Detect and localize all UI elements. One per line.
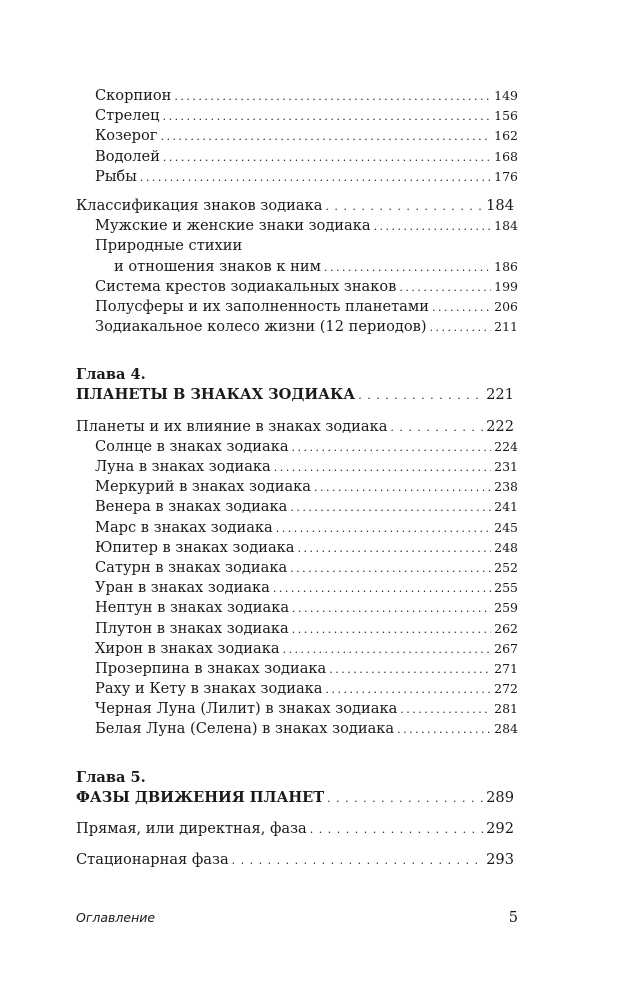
- toc-entry-rahu-ketu[interactable]: [76, 679, 518, 699]
- toc-entry-moon[interactable]: [76, 457, 518, 477]
- toc-chapter-4[interactable]: [76, 385, 518, 405]
- toc-page-number: 262: [494, 620, 518, 636]
- toc-page-number: 267: [494, 640, 518, 656]
- toc-entry-uranus[interactable]: [76, 578, 518, 598]
- toc-page-number: 186: [494, 258, 518, 274]
- toc-entry-title: Раху и Кету в знаках зодиака: [95, 680, 323, 698]
- toc-entry-sagittarius[interactable]: [76, 106, 518, 126]
- toc-entry-title: Скорпион: [95, 87, 172, 104]
- toc-entry-elements-line1[interactable]: Природные стихии: [95, 237, 243, 255]
- toc-page-number: 272: [494, 681, 518, 697]
- toc-page-number: 149: [494, 88, 518, 103]
- dot-leader: [160, 126, 491, 147]
- dot-leader: [290, 558, 491, 579]
- toc-entry-pisces[interactable]: [76, 167, 518, 187]
- toc-page-number: 231: [494, 459, 518, 474]
- dot-leader: [163, 106, 492, 127]
- chapter-title: ФАЗЫ ДВИЖЕНИЯ ПЛАНЕТ: [76, 788, 325, 806]
- toc-page-number: 259: [494, 600, 518, 616]
- toc-entry-saturn[interactable]: [76, 558, 518, 578]
- toc-entry-crosses[interactable]: [76, 277, 518, 297]
- toc-entry-sun[interactable]: [76, 437, 518, 457]
- page-number: 5: [508, 909, 518, 926]
- toc-section-title: Планеты и их влияние в знаках зодиака: [76, 417, 388, 435]
- toc-entry-title: Меркурий в знаках зодиака: [95, 478, 311, 496]
- toc-entry-title: Солнце в знаках зодиака: [95, 437, 289, 455]
- toc-page-number: 284: [494, 721, 518, 737]
- dot-leader: [283, 639, 492, 660]
- dot-leader: [329, 659, 491, 680]
- toc-entry-scorpio[interactable]: [76, 86, 518, 106]
- toc-entry-title: Мужские и женские знаки зодиака: [95, 217, 371, 235]
- dot-leader: [292, 437, 492, 458]
- toc-page-number: 252: [494, 559, 518, 575]
- chapter-title: ПЛАНЕТЫ В ЗНАКАХ ЗОДИАКА: [76, 386, 356, 404]
- chapter-5-label: Глава 5.: [76, 768, 146, 786]
- toc-entry-title: Зодиакальное колесо жизни (12 периодов): [95, 318, 427, 336]
- dot-leader: [290, 497, 491, 518]
- toc-page-number: 211: [494, 319, 518, 335]
- toc-page-number: 293: [486, 851, 514, 869]
- toc-page-number: 241: [494, 499, 518, 515]
- toc-entry-title: Водолей: [95, 147, 160, 165]
- toc-section-classification[interactable]: [76, 196, 518, 216]
- toc-entry-title: Уран в знаках зодиака: [95, 579, 270, 597]
- toc-entry-title: Козерог: [95, 127, 158, 145]
- dot-leader: [292, 598, 491, 619]
- toc-section-title: Стационарная фаза: [76, 851, 229, 869]
- toc-section-title: Классификация знаков зодиака: [76, 196, 323, 214]
- toc-section-stationary-phase[interactable]: [76, 850, 518, 870]
- page-footer: [76, 909, 518, 926]
- toc-entry-title: Плутон в знаках зодиака: [95, 619, 289, 637]
- dot-leader: [430, 317, 492, 338]
- toc-page-number: 222: [486, 417, 514, 435]
- toc-entry-chiron[interactable]: [76, 639, 518, 659]
- toc-entry-title: Луна в знаках зодиака: [95, 458, 271, 475]
- toc-page-number: 248: [494, 539, 518, 555]
- toc-entry-white-moon[interactable]: [76, 719, 518, 739]
- toc-chapter-5[interactable]: [76, 788, 518, 808]
- toc-entry-jupiter[interactable]: [76, 538, 518, 558]
- toc-entry-title: Черная Луна (Лилит) в знаках зодиака: [95, 700, 398, 718]
- toc-entry-mars[interactable]: [76, 518, 518, 538]
- dot-leader: [232, 850, 483, 871]
- toc-entry-title: Рыбы: [95, 167, 137, 185]
- toc-page-number: 206: [494, 298, 518, 314]
- dot-leader: [140, 167, 491, 188]
- toc-entry-hemispheres[interactable]: [76, 297, 518, 317]
- toc-page-number: 292: [486, 820, 514, 837]
- toc-page-number: 221: [486, 386, 514, 404]
- toc-entry-title: и отношения знаков к ним: [114, 257, 321, 275]
- toc-entry-title: Полусферы и их заполненность планетами: [95, 297, 429, 315]
- toc-page-number: 281: [494, 701, 518, 717]
- dot-leader: [358, 385, 483, 406]
- toc-entry-title: Стрелец: [95, 107, 160, 125]
- dot-leader: [174, 86, 491, 107]
- toc-entry-capricorn[interactable]: [76, 126, 518, 146]
- dot-leader: [326, 679, 492, 700]
- running-footer-section: Оглавление: [76, 910, 156, 925]
- toc-page-number: 224: [494, 438, 518, 454]
- toc-entry-title: Сатурн в знаках зодиака: [95, 558, 288, 576]
- dot-leader: [399, 277, 491, 298]
- dot-leader: [397, 719, 491, 740]
- dot-leader: [390, 417, 483, 438]
- toc-entry-neptune[interactable]: [76, 598, 518, 618]
- dot-leader: [374, 216, 492, 237]
- toc-entry-elements-line2[interactable]: [76, 257, 518, 277]
- dot-leader: [314, 477, 491, 498]
- toc-entry-black-moon[interactable]: [76, 699, 518, 719]
- toc-entry-venus[interactable]: [76, 497, 518, 517]
- toc-section-title: Прямая, или директная, фаза: [76, 820, 307, 837]
- dot-leader: [400, 699, 491, 720]
- dot-leader: [297, 538, 491, 559]
- toc-entry-proserpina[interactable]: [76, 659, 518, 679]
- dot-leader: [163, 147, 491, 168]
- toc-page-number: 289: [486, 788, 514, 806]
- dot-leader: [432, 297, 491, 318]
- toc-page-number: 184: [486, 196, 514, 214]
- toc-page-number: 156: [494, 108, 518, 124]
- dot-leader: [324, 257, 491, 278]
- toc-page-number: 162: [494, 128, 518, 144]
- dot-leader: [276, 518, 491, 539]
- toc-entry-title: Прозерпина в знаках зодиака: [95, 659, 327, 677]
- dot-leader: [327, 788, 483, 809]
- toc-page-number: 271: [494, 660, 518, 676]
- toc-page-number: 199: [494, 278, 518, 294]
- toc-entry-title: Белая Луна (Селена) в знаках зодиака: [95, 720, 395, 738]
- toc-entry-male-female-signs[interactable]: [76, 216, 518, 236]
- dot-leader: [292, 619, 491, 640]
- toc-entry-title: Марс в знаках зодиака: [95, 518, 273, 536]
- toc-entry-title: Венера в знаках зодиака: [95, 498, 288, 516]
- toc-page-number: 255: [494, 580, 518, 596]
- toc-page-number: 184: [494, 218, 518, 234]
- toc-entry-title: Нептун в знаках зодиака: [95, 599, 290, 617]
- toc-entry-title: Система крестов зодиакальных знаков: [95, 277, 397, 295]
- dot-leader: [325, 196, 483, 217]
- toc-page-number: 168: [494, 148, 518, 164]
- toc-entry-pluto[interactable]: [76, 619, 518, 639]
- toc-entry-title: Хирон в знаках зодиака: [95, 639, 280, 657]
- toc-page-number: 176: [494, 168, 518, 184]
- toc-page-number: 245: [494, 519, 518, 535]
- toc-page-number: 238: [494, 479, 518, 495]
- toc-section-planets-influence[interactable]: [76, 417, 518, 437]
- toc-entry-mercury[interactable]: [76, 477, 518, 497]
- dot-leader: [273, 578, 491, 599]
- table-of-contents: [76, 86, 518, 870]
- toc-entry-wheel-of-life[interactable]: [76, 317, 518, 337]
- chapter-4-label: Глава 4.: [76, 366, 146, 384]
- toc-entry-title: Юпитер в знаках зодиака: [95, 538, 295, 556]
- dot-leader: [274, 457, 491, 478]
- toc-entry-aquarius[interactable]: [76, 147, 518, 167]
- toc-section-direct-phase[interactable]: [76, 819, 518, 839]
- dot-leader: [310, 819, 483, 840]
